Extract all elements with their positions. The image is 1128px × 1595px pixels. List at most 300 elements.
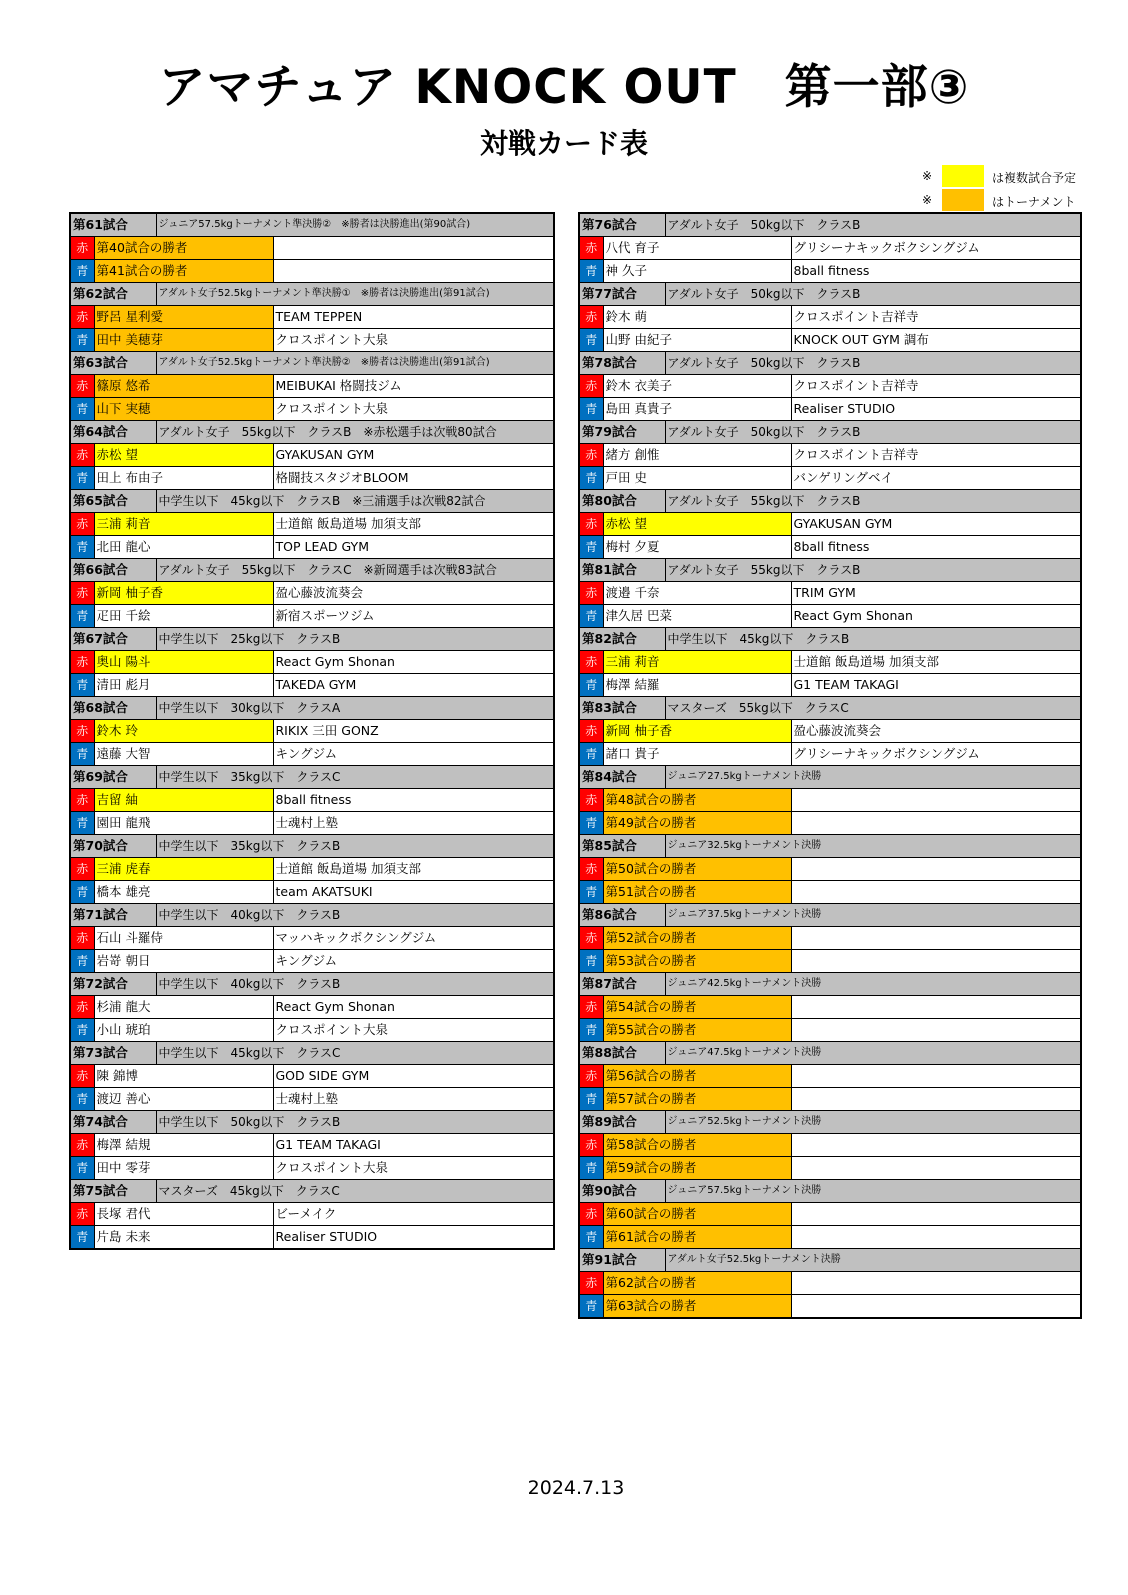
- blue-corner-label: 青: [579, 1226, 603, 1249]
- red-corner-row: [579, 306, 1081, 329]
- match-description: 中学生以下 30kg以下 クラスA: [156, 697, 554, 720]
- blue-corner-row: [579, 1226, 1081, 1249]
- fighter-gym: GOD SIDE GYM: [273, 1065, 554, 1088]
- blue-corner-label: 青: [579, 881, 603, 904]
- fighter-gym: [791, 1019, 1081, 1042]
- fighter-gym: KNOCK OUT GYM 調布: [791, 329, 1081, 352]
- blue-corner-label: 青: [579, 1088, 603, 1111]
- match-header-row: [70, 490, 554, 513]
- match-header-row: [70, 973, 554, 996]
- blue-corner-row: [70, 1019, 554, 1042]
- red-corner-label: 赤: [579, 513, 603, 536]
- match-header-row: [70, 697, 554, 720]
- fighter-name: 北田 龍心: [94, 536, 273, 559]
- match-number: 第69試合: [70, 766, 156, 789]
- blue-corner-label: 青: [579, 329, 603, 352]
- page-subtitle: 対戦カード表: [479, 127, 648, 160]
- red-corner-row: [579, 513, 1081, 536]
- blue-corner-row: [579, 260, 1081, 283]
- match-header-row: [579, 766, 1081, 789]
- fighter-name: 緒方 創惟: [603, 444, 791, 467]
- fighter-gym: バンゲリングベイ: [791, 467, 1081, 490]
- match-number: 第70試合: [70, 835, 156, 858]
- fighter-name: 第52試合の勝者: [603, 927, 791, 950]
- fighter-gym: グリシーナキックボクシングジム: [791, 743, 1081, 766]
- fighter-name: 小山 琥珀: [94, 1019, 273, 1042]
- fighter-gym: team AKATSUKI: [273, 881, 554, 904]
- match-description: 中学生以下 35kg以下 クラスB: [156, 835, 554, 858]
- fighter-name: 田中 零芽: [94, 1157, 273, 1180]
- fighter-gym: 盈心藤波流葵会: [273, 582, 554, 605]
- blue-corner-label: 青: [579, 536, 603, 559]
- legend-swatch-yellow: [942, 165, 984, 187]
- red-corner-label: 赤: [579, 582, 603, 605]
- match-description: ジュニア37.5kgトーナメント決勝: [665, 904, 1081, 927]
- red-corner-label: 赤: [579, 651, 603, 674]
- fighter-gym: React Gym Shonan: [273, 651, 554, 674]
- match-number: 第79試合: [579, 421, 665, 444]
- blue-corner-row: [70, 674, 554, 697]
- match-number: 第86試合: [579, 904, 665, 927]
- fighter-gym: クロスポイント吉祥寺: [791, 444, 1081, 467]
- fighter-name: 杉浦 龍大: [94, 996, 273, 1019]
- fighter-name: 三浦 莉音: [94, 513, 273, 536]
- fighter-name: 第50試合の勝者: [603, 858, 791, 881]
- fighter-gym: GYAKUSAN GYM: [273, 444, 554, 467]
- blue-corner-row: [70, 398, 554, 421]
- fighter-name: 新岡 柚子香: [94, 582, 273, 605]
- match-header-row: [579, 1042, 1081, 1065]
- fighter-gym: クロスポイント大泉: [273, 1019, 554, 1042]
- red-corner-row: [579, 582, 1081, 605]
- fighter-name: 園田 龍飛: [94, 812, 273, 835]
- blue-corner-label: 青: [70, 950, 94, 973]
- match-number: 第80試合: [579, 490, 665, 513]
- match-description: ジュニア42.5kgトーナメント決勝: [665, 973, 1081, 996]
- red-corner-label: 赤: [579, 444, 603, 467]
- match-number: 第90試合: [579, 1180, 665, 1203]
- blue-corner-row: [70, 950, 554, 973]
- blue-corner-row: [579, 605, 1081, 628]
- red-corner-label: 赤: [70, 1203, 94, 1226]
- match-number: 第61試合: [70, 213, 156, 237]
- red-corner-row: [70, 996, 554, 1019]
- match-number: 第71試合: [70, 904, 156, 927]
- red-corner-row: [70, 927, 554, 950]
- fighter-name: 石山 斗羅侍: [94, 927, 273, 950]
- match-header-row: [70, 559, 554, 582]
- match-description: 中学生以下 45kg以下 クラスB: [665, 628, 1081, 651]
- blue-corner-row: [70, 536, 554, 559]
- red-corner-label: 赤: [70, 927, 94, 950]
- red-corner-label: 赤: [579, 996, 603, 1019]
- match-header-row: [70, 283, 554, 306]
- match-header-row: [579, 559, 1081, 582]
- blue-corner-row: [579, 1019, 1081, 1042]
- fighter-gym: TRIM GYM: [791, 582, 1081, 605]
- red-corner-row: [579, 1203, 1081, 1226]
- fighter-name: 岩嵜 朝日: [94, 950, 273, 973]
- match-description: ジュニア57.5kgトーナメント準決勝② ※勝者は決勝進出(第90試合): [156, 213, 554, 237]
- red-corner-label: 赤: [70, 858, 94, 881]
- blue-corner-row: [579, 536, 1081, 559]
- match-number: 第64試合: [70, 421, 156, 444]
- match-header-row: [579, 213, 1081, 237]
- fighter-gym: [791, 858, 1081, 881]
- red-corner-label: 赤: [70, 996, 94, 1019]
- blue-corner-label: 青: [70, 881, 94, 904]
- fighter-gym: [791, 1134, 1081, 1157]
- match-number: 第82試合: [579, 628, 665, 651]
- blue-corner-row: [70, 881, 554, 904]
- red-corner-label: 赤: [70, 582, 94, 605]
- match-description: アダルト女子 55kg以下 クラスC ※新岡選手は次戦83試合: [156, 559, 554, 582]
- fighter-gym: [273, 237, 554, 260]
- red-corner-label: 赤: [579, 789, 603, 812]
- fighter-name: 吉留 紬: [94, 789, 273, 812]
- blue-corner-row: [579, 812, 1081, 835]
- match-description: 中学生以下 40kg以下 クラスB: [156, 973, 554, 996]
- legend-text: はトーナメント: [992, 195, 1076, 209]
- match-number: 第73試合: [70, 1042, 156, 1065]
- fighter-gym: クロスポイント大泉: [273, 398, 554, 421]
- legend-mark: ※: [922, 193, 933, 207]
- match-number: 第77試合: [579, 283, 665, 306]
- blue-corner-label: 青: [70, 536, 94, 559]
- blue-corner-row: [70, 1226, 554, 1250]
- left-match-column: [69, 212, 555, 1250]
- match-number: 第81試合: [579, 559, 665, 582]
- red-corner-row: [579, 1065, 1081, 1088]
- footer-date: 2024.7.13: [527, 1477, 625, 1499]
- red-corner-row: [70, 1065, 554, 1088]
- fighter-name: 第54試合の勝者: [603, 996, 791, 1019]
- red-corner-row: [579, 996, 1081, 1019]
- blue-corner-row: [70, 329, 554, 352]
- fighter-gym: [791, 1295, 1081, 1319]
- blue-corner-row: [579, 1157, 1081, 1180]
- match-number: 第91試合: [579, 1249, 665, 1272]
- fighter-gym: [791, 1226, 1081, 1249]
- fighter-name: 八代 育子: [603, 237, 791, 260]
- fighter-gym: [791, 996, 1081, 1019]
- fighter-name: 第53試合の勝者: [603, 950, 791, 973]
- fighter-name: 清田 彪月: [94, 674, 273, 697]
- blue-corner-label: 青: [579, 1019, 603, 1042]
- red-corner-label: 赤: [70, 1134, 94, 1157]
- red-corner-row: [579, 858, 1081, 881]
- fighter-gym: React Gym Shonan: [791, 605, 1081, 628]
- red-corner-row: [70, 720, 554, 743]
- fighter-name: 島田 真貴子: [603, 398, 791, 421]
- blue-corner-label: 青: [579, 812, 603, 835]
- blue-corner-row: [70, 1088, 554, 1111]
- match-description: ジュニア32.5kgトーナメント決勝: [665, 835, 1081, 858]
- fighter-name: 片島 未来: [94, 1226, 273, 1250]
- right-match-table: [578, 212, 1082, 1319]
- match-description: アダルト女子 50kg以下 クラスB: [665, 283, 1081, 306]
- fighter-name: 田中 美穂芽: [94, 329, 273, 352]
- red-corner-row: [579, 927, 1081, 950]
- fighter-name: 神 久子: [603, 260, 791, 283]
- fighter-gym: [791, 927, 1081, 950]
- fighter-name: 戸田 史: [603, 467, 791, 490]
- red-corner-row: [579, 444, 1081, 467]
- fighter-gym: 8ball fitness: [791, 536, 1081, 559]
- red-corner-label: 赤: [579, 1203, 603, 1226]
- fighter-name: 第51試合の勝者: [603, 881, 791, 904]
- fighter-gym: [273, 260, 554, 283]
- blue-corner-label: 青: [579, 1295, 603, 1319]
- blue-corner-row: [579, 1295, 1081, 1319]
- fighter-gym: クロスポイント大泉: [273, 1157, 554, 1180]
- match-header-row: [70, 766, 554, 789]
- match-description: アダルト女子 50kg以下 クラスB: [665, 421, 1081, 444]
- match-number: 第78試合: [579, 352, 665, 375]
- fighter-gym: 士魂村上塾: [273, 812, 554, 835]
- match-number: 第84試合: [579, 766, 665, 789]
- fighter-name: 第60試合の勝者: [603, 1203, 791, 1226]
- fighter-name: 赤松 望: [603, 513, 791, 536]
- red-corner-label: 赤: [70, 375, 94, 398]
- red-corner-row: [579, 375, 1081, 398]
- blue-corner-label: 青: [579, 1157, 603, 1180]
- fighter-name: 梅澤 結規: [94, 1134, 273, 1157]
- match-header-row: [579, 352, 1081, 375]
- match-header-row: [70, 213, 554, 237]
- blue-corner-label: 青: [70, 605, 94, 628]
- match-header-row: [579, 904, 1081, 927]
- fighter-gym: G1 TEAM TAKAGI: [273, 1134, 554, 1157]
- fighter-gym: TEAM TEPPEN: [273, 306, 554, 329]
- blue-corner-row: [70, 605, 554, 628]
- fighter-gym: [791, 789, 1081, 812]
- fighter-gym: グリシーナキックボクシングジム: [791, 237, 1081, 260]
- blue-corner-label: 青: [579, 260, 603, 283]
- match-description: 中学生以下 25kg以下 クラスB: [156, 628, 554, 651]
- match-number: 第89試合: [579, 1111, 665, 1134]
- fighter-name: 山下 実穂: [94, 398, 273, 421]
- red-corner-label: 赤: [579, 927, 603, 950]
- fighter-name: 篠原 悠希: [94, 375, 273, 398]
- match-number: 第68試合: [70, 697, 156, 720]
- match-header-row: [579, 835, 1081, 858]
- match-header-row: [579, 1180, 1081, 1203]
- fighter-gym: 士道館 飯島道場 加須支部: [273, 858, 554, 881]
- fighter-name: 鈴木 玲: [94, 720, 273, 743]
- red-corner-label: 赤: [70, 651, 94, 674]
- fighter-name: 第63試合の勝者: [603, 1295, 791, 1319]
- match-description: ジュニア27.5kgトーナメント決勝: [665, 766, 1081, 789]
- fighter-gym: [791, 1203, 1081, 1226]
- fighter-name: 第49試合の勝者: [603, 812, 791, 835]
- red-corner-row: [70, 306, 554, 329]
- fighter-name: 第62試合の勝者: [603, 1272, 791, 1295]
- match-header-row: [70, 835, 554, 858]
- fighter-name: 新岡 柚子香: [603, 720, 791, 743]
- fighter-gym: [791, 1157, 1081, 1180]
- fighter-name: 三浦 莉音: [603, 651, 791, 674]
- blue-corner-label: 青: [70, 398, 94, 421]
- match-description: 中学生以下 40kg以下 クラスB: [156, 904, 554, 927]
- red-corner-row: [70, 375, 554, 398]
- fighter-gym: 格闘技スタジオBLOOM: [273, 467, 554, 490]
- match-number: 第67試合: [70, 628, 156, 651]
- fighter-name: 梅村 夕夏: [603, 536, 791, 559]
- red-corner-label: 赤: [579, 720, 603, 743]
- page-title: アマチュア KNOCK OUT 第一部③: [158, 60, 970, 115]
- match-number: 第76試合: [579, 213, 665, 237]
- fighter-name: 鈴木 萌: [603, 306, 791, 329]
- fighter-gym: Realiser STUDIO: [791, 398, 1081, 421]
- blue-corner-row: [70, 743, 554, 766]
- red-corner-row: [70, 1203, 554, 1226]
- blue-corner-row: [579, 329, 1081, 352]
- blue-corner-row: [579, 881, 1081, 904]
- fighter-gym: RIKIX 三田 GONZ: [273, 720, 554, 743]
- blue-corner-label: 青: [70, 329, 94, 352]
- fighter-name: 渡邉 千奈: [603, 582, 791, 605]
- blue-corner-label: 青: [70, 743, 94, 766]
- fighter-gym: 8ball fitness: [273, 789, 554, 812]
- fighter-gym: [791, 1088, 1081, 1111]
- fighter-gym: キングジム: [273, 950, 554, 973]
- blue-corner-row: [579, 467, 1081, 490]
- match-header-row: [70, 904, 554, 927]
- red-corner-label: 赤: [70, 789, 94, 812]
- blue-corner-row: [579, 398, 1081, 421]
- left-match-table: [69, 212, 555, 1250]
- match-header-row: [579, 1111, 1081, 1134]
- legend-swatch-orange: [942, 189, 984, 211]
- match-header-row: [579, 283, 1081, 306]
- blue-corner-label: 青: [579, 950, 603, 973]
- red-corner-row: [70, 651, 554, 674]
- legend-text: は複数試合予定: [992, 171, 1077, 185]
- red-corner-row: [70, 582, 554, 605]
- blue-corner-row: [579, 1088, 1081, 1111]
- blue-corner-row: [70, 260, 554, 283]
- red-corner-row: [579, 237, 1081, 260]
- fighter-name: 津久居 巴菜: [603, 605, 791, 628]
- match-description: 中学生以下 45kg以下 クラスB ※三浦選手は次戦82試合: [156, 490, 554, 513]
- match-description: 中学生以下 35kg以下 クラスC: [156, 766, 554, 789]
- fighter-name: 野呂 星利愛: [94, 306, 273, 329]
- match-header-row: [579, 421, 1081, 444]
- fighter-name: 奥山 陽斗: [94, 651, 273, 674]
- match-header-row: [579, 697, 1081, 720]
- match-header-row: [70, 1042, 554, 1065]
- red-corner-label: 赤: [579, 306, 603, 329]
- legend-mark: ※: [922, 169, 933, 183]
- red-corner-label: 赤: [579, 237, 603, 260]
- match-description: ジュニア52.5kgトーナメント決勝: [665, 1111, 1081, 1134]
- match-header-row: [579, 490, 1081, 513]
- fighter-name: 諸口 貴子: [603, 743, 791, 766]
- red-corner-row: [579, 651, 1081, 674]
- red-corner-label: 赤: [579, 1134, 603, 1157]
- match-description: アダルト女子 55kg以下 クラスB: [665, 490, 1081, 513]
- fighter-name: 鈴木 衣美子: [603, 375, 791, 398]
- match-header-row: [70, 421, 554, 444]
- fighter-name: 遠藤 大智: [94, 743, 273, 766]
- match-description: アダルト女子 55kg以下 クラスB ※赤松選手は次戦80試合: [156, 421, 554, 444]
- fighter-name: 第57試合の勝者: [603, 1088, 791, 1111]
- fighter-gym: 士魂村上塾: [273, 1088, 554, 1111]
- match-description: マスターズ 55kg以下 クラスC: [665, 697, 1081, 720]
- match-number: 第63試合: [70, 352, 156, 375]
- match-number: 第74試合: [70, 1111, 156, 1134]
- match-number: 第62試合: [70, 283, 156, 306]
- fighter-name: 赤松 望: [94, 444, 273, 467]
- red-corner-label: 赤: [579, 1065, 603, 1088]
- blue-corner-label: 青: [579, 605, 603, 628]
- match-description: アダルト女子52.5kgトーナメント準決勝② ※勝者は決勝進出(第91試合): [156, 352, 554, 375]
- fighter-gym: [791, 1272, 1081, 1295]
- fighter-gym: G1 TEAM TAKAGI: [791, 674, 1081, 697]
- fighter-name: 長塚 君代: [94, 1203, 273, 1226]
- match-header-row: [70, 1180, 554, 1203]
- match-number: 第87試合: [579, 973, 665, 996]
- match-description: アダルト女子 50kg以下 クラスB: [665, 352, 1081, 375]
- fighter-name: 山野 由紀子: [603, 329, 791, 352]
- red-corner-label: 赤: [70, 237, 94, 260]
- match-number: 第88試合: [579, 1042, 665, 1065]
- match-description: アダルト女子52.5kgトーナメント準決勝① ※勝者は決勝進出(第91試合): [156, 283, 554, 306]
- fighter-name: 梅澤 結羅: [603, 674, 791, 697]
- red-corner-label: 赤: [70, 444, 94, 467]
- match-description: アダルト女子52.5kgトーナメント決勝: [665, 1249, 1081, 1272]
- fighter-gym: [791, 1065, 1081, 1088]
- blue-corner-row: [579, 674, 1081, 697]
- match-description: ジュニア47.5kgトーナメント決勝: [665, 1042, 1081, 1065]
- match-description: アダルト女子 50kg以下 クラスB: [665, 213, 1081, 237]
- red-corner-label: 赤: [579, 858, 603, 881]
- red-corner-row: [579, 720, 1081, 743]
- match-description: 中学生以下 45kg以下 クラスC: [156, 1042, 554, 1065]
- match-header-row: [70, 1111, 554, 1134]
- blue-corner-label: 青: [579, 398, 603, 421]
- blue-corner-row: [70, 812, 554, 835]
- blue-corner-label: 青: [70, 674, 94, 697]
- blue-corner-label: 青: [70, 1226, 94, 1250]
- match-header-row: [579, 628, 1081, 651]
- fighter-gym: クロスポイント吉祥寺: [791, 375, 1081, 398]
- fighter-gym: React Gym Shonan: [273, 996, 554, 1019]
- fighter-name: 疋田 千絵: [94, 605, 273, 628]
- fighter-gym: マッハキックボクシングジム: [273, 927, 554, 950]
- red-corner-row: [579, 1272, 1081, 1295]
- blue-corner-label: 青: [579, 674, 603, 697]
- match-number: 第83試合: [579, 697, 665, 720]
- fighter-gym: クロスポイント大泉: [273, 329, 554, 352]
- fighter-name: 田上 布由子: [94, 467, 273, 490]
- blue-corner-label: 青: [70, 1019, 94, 1042]
- fighter-gym: 盈心藤波流葵会: [791, 720, 1081, 743]
- red-corner-row: [70, 237, 554, 260]
- fighter-name: 渡辺 善心: [94, 1088, 273, 1111]
- fighter-gym: Realiser STUDIO: [273, 1226, 554, 1250]
- red-corner-row: [70, 789, 554, 812]
- red-corner-row: [70, 513, 554, 536]
- fighter-gym: [791, 812, 1081, 835]
- blue-corner-row: [579, 950, 1081, 973]
- match-description: ジュニア57.5kgトーナメント決勝: [665, 1180, 1081, 1203]
- blue-corner-label: 青: [70, 260, 94, 283]
- red-corner-row: [70, 858, 554, 881]
- red-corner-label: 赤: [70, 1065, 94, 1088]
- red-corner-label: 赤: [70, 306, 94, 329]
